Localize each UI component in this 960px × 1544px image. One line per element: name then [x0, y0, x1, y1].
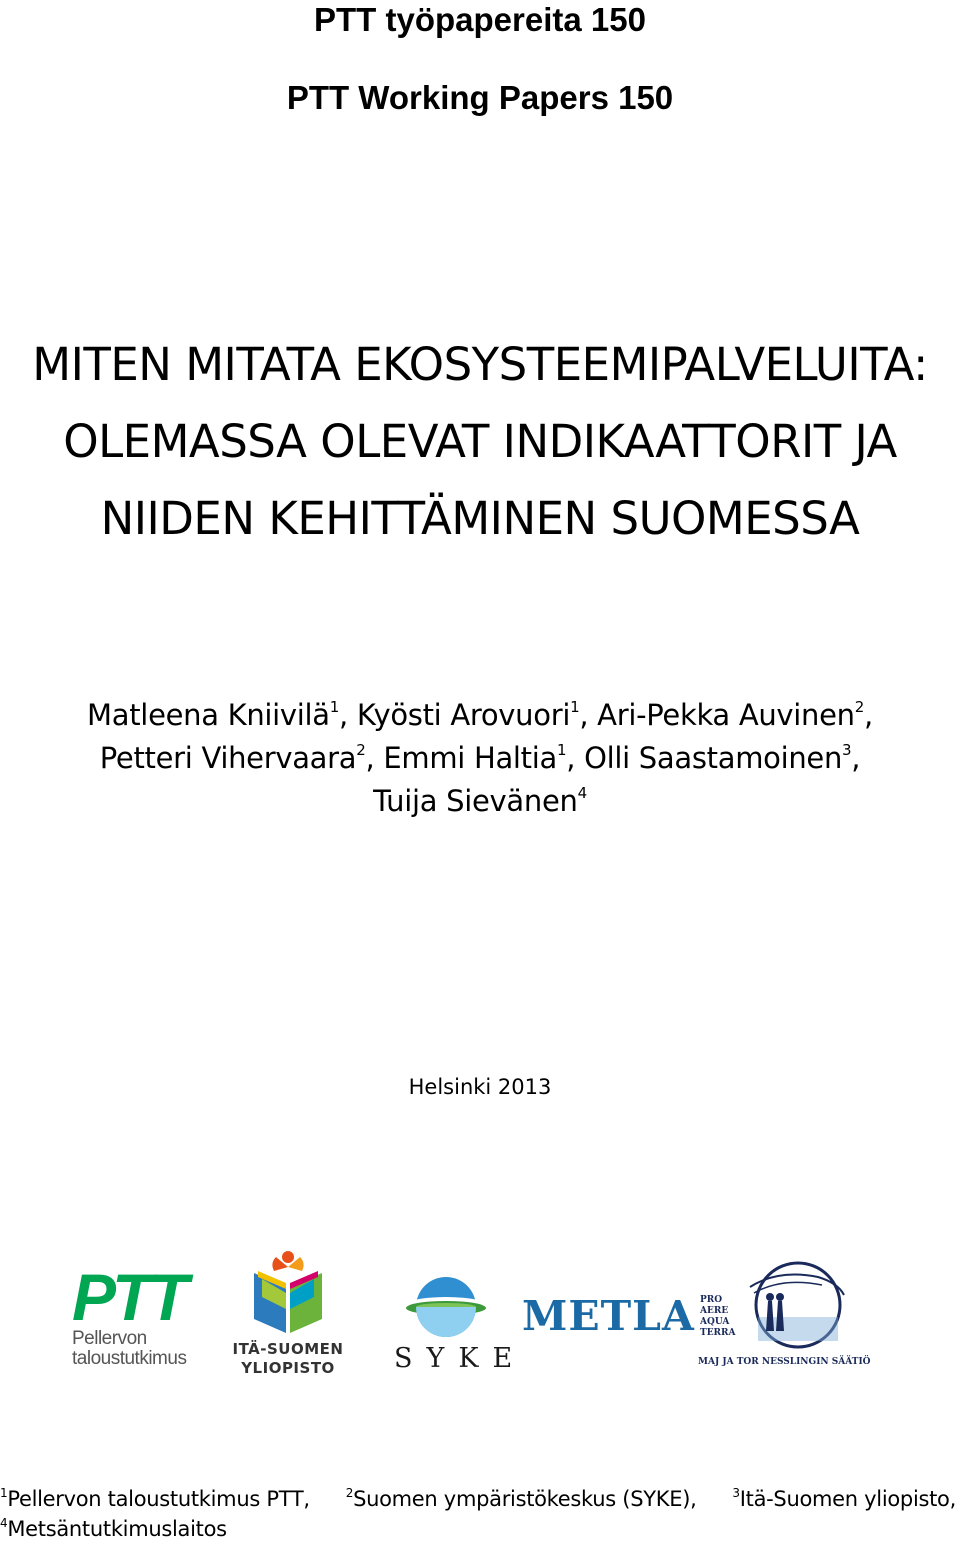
author-list [0, 694, 960, 823]
footnote-line [0, 1514, 960, 1544]
author-name: Kyösti Arovuori [356, 698, 571, 732]
ptt-logo-name-line2: taloustutkimus [72, 1348, 187, 1369]
affiliation-item [732, 1484, 956, 1514]
ptt-logo-name-line1: Pellervon [72, 1328, 147, 1349]
metla-logo [522, 1290, 695, 1350]
author-name: Olli Saastamoinen [584, 741, 843, 775]
affiliation-number: 1 [0, 1486, 8, 1500]
series-title-finnish: PTT työpapereita 150 [314, 1, 646, 38]
affiliation-number: 3 [732, 1486, 740, 1500]
nessling-motto-line: AERE [700, 1306, 729, 1316]
author-line [0, 780, 960, 823]
author-name: Emmi Haltia [383, 741, 557, 775]
author-line: Petteri Vihervaara$^2$, Emmi Haltia$^1$, Olli Saastamoinen$^3$, [99, 741, 861, 775]
affiliation-item [346, 1484, 697, 1514]
syke-logo-text: SYKE [394, 1343, 527, 1374]
author-affiliation-mark: 1 [570, 698, 580, 716]
nessling-motto-line: PRO [700, 1295, 723, 1305]
affiliation-name: Pellervon taloustutkimus PTT, [7, 1487, 310, 1511]
affiliation-number: 2 [345, 1486, 354, 1500]
author-affiliation-mark: 1 [329, 698, 340, 716]
affiliation-number: 4 [0, 1516, 8, 1530]
ptt-logo-mark: PTT [72, 1260, 185, 1334]
affiliation-name: Itä-Suomen yliopisto, [739, 1487, 956, 1511]
footnote-line [0, 1484, 960, 1514]
nessling-motto-line: TERRA [700, 1328, 736, 1338]
author-affiliation-mark: 2 [356, 741, 366, 759]
author-affiliation-mark: 1 [556, 741, 567, 759]
author-affiliation-mark: 4 [577, 784, 587, 802]
affiliation-item [0, 1484, 310, 1514]
nessling-foundation-logo [698, 1255, 871, 1385]
document-title [0, 326, 960, 557]
nessling-motto-line: AQUA [700, 1317, 730, 1327]
author-name: Matleena Kniivilä [87, 698, 330, 732]
affiliation-item [0, 1517, 227, 1541]
affiliation-footnote [0, 1484, 960, 1544]
metla-logo-text: METLA [522, 1292, 695, 1340]
affiliation-name: Metsäntutkimuslaitos [7, 1517, 227, 1541]
nessling-motto [700, 1295, 736, 1339]
uef-book-icon [248, 1249, 328, 1335]
uef-logo [232, 1249, 344, 1385]
author-name: Tuija Sievänen [373, 784, 578, 818]
uef-logo-name-line1: ITÄ-SUOMEN [232, 1340, 344, 1358]
title-line: OLEMASSA OLEVAT INDIKAATTORIT JA [63, 415, 897, 468]
syke-logo [384, 1275, 527, 1375]
nessling-foundation-name: MAJ JA TOR NESSLINGIN SÄÄTIÖ [698, 1357, 871, 1367]
title-line: MITEN MITATA EKOSYSTEEMIPALVELUITA: [32, 338, 928, 391]
place-and-year: Helsinki 2013 [408, 1075, 552, 1099]
affiliation-name: Suomen ympäristökeskus (SYKE), [353, 1487, 697, 1511]
author-affiliation-mark: 3 [842, 741, 852, 759]
partner-logos [0, 1235, 960, 1405]
author-name: Ari-Pekka Auvinen [597, 698, 855, 732]
uef-logo-name-line2: YLIOPISTO [241, 1359, 335, 1377]
author-affiliation-mark: 2 [854, 698, 865, 716]
author-line: Matleena Kniivilä$^1$, Kyösti Arovuori$^1$, Ari-Pekka Auvinen$^2$, [87, 698, 873, 732]
author-name: Petteri Vihervaara [99, 741, 357, 775]
syke-globe-icon [401, 1275, 491, 1339]
title-line: NIIDEN KEHITTÄMINEN SUOMESSA [100, 492, 860, 545]
ptt-logo [72, 1260, 202, 1385]
series-title-english: PTT Working Papers 150 [286, 79, 674, 116]
